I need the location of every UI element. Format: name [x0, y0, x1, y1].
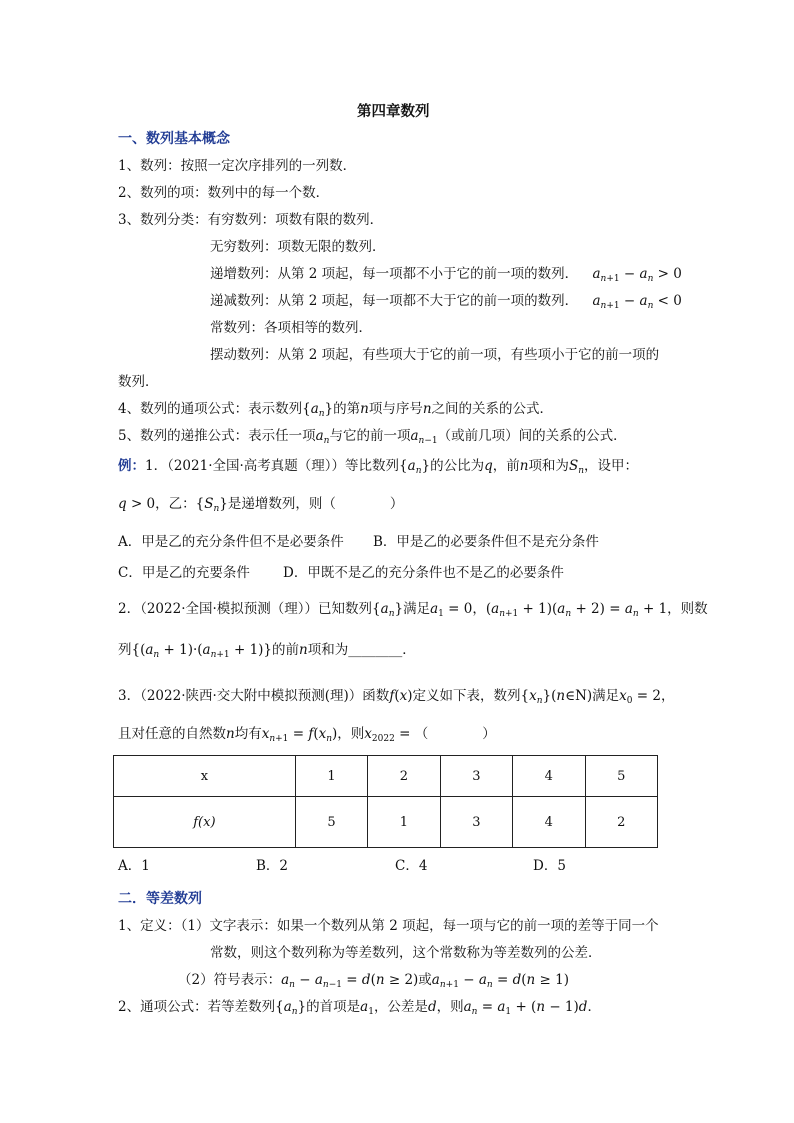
class-constant: 常数列：各项相等的数列． [210, 320, 372, 336]
table-row [114, 797, 658, 848]
definition-general-term: 4、数列的通项公式：表示数列$\{a_n\}$的第n项与序号n之间的关系的公式． [118, 401, 554, 419]
example-label: 例： [118, 458, 145, 474]
section-heading-arithmetic: 二．等差数列 [118, 891, 202, 907]
example-3-line2: 且对任意的自然数n均有$x_{n+1} = f(x_n)$，则$x_{2022}$ = （ ） [118, 726, 496, 744]
class-swing: 摆动数列：从第 2 项起，有些项大于它的前一项，有些项小于它的前一项的 [210, 347, 660, 363]
class-increasing-text: 递增数列：从第 2 项起，每一项都不小于它的前一项的数列． [210, 266, 579, 282]
function-table [113, 755, 658, 848]
arithmetic-symbolic: （2）符号表示：$a_n - a_{n-1} = d(n \ge 2)$或$a_{n+1} - a_n = d(n \ge 1)$ [178, 972, 569, 990]
class-swing-cont: 数列． [118, 374, 159, 390]
table-cell: 1 [295, 756, 367, 797]
table-cell: 5 [295, 797, 367, 848]
decreasing-formula: $a_{n+1} - a_n < 0$ [592, 293, 682, 311]
example-3-option-b: B．2 [256, 858, 289, 874]
arithmetic-definition: 1、定义：（1）文字表示：如果一个数列从第 2 项起，每一项与它的前一项的差等于同一个 [118, 918, 659, 934]
definition-term: 2、数列的项：数列中的每一个数． [118, 185, 330, 201]
example-1: 例：1．（2021·全国·高考真题（理））等比数列$\{a_n\}$的公比为q，前n项和为$S_n$，设甲： [118, 458, 638, 476]
table-cell: 1 [368, 797, 440, 848]
example-2: 2．（2022·全国·模拟预测（理））已知数列$\{a_n\}$满足$a_1 = 0$，$(a_{n+1} + 1)(a_n + 2) = a_n + 1$，则数 [118, 601, 708, 619]
class-increasing [210, 265, 682, 288]
table-cell: x [114, 756, 296, 797]
table-cell: 2 [368, 756, 440, 797]
example-1-option-a: A．甲是乙的充分条件但不是必要条件 [118, 534, 344, 550]
table-row [114, 756, 658, 797]
table-cell: 4 [513, 797, 585, 848]
table-cell: 3 [440, 756, 512, 797]
table-cell: 5 [585, 756, 658, 797]
definition-sequence: 1、数列：按照一定次序排列的一列数． [118, 158, 357, 174]
classification-label: 3、数列分类： [118, 212, 208, 228]
page-title: 第四章数列 [357, 103, 430, 120]
class-decreasing [210, 292, 682, 315]
class-finite: 有穷数列：项数有限的数列． [207, 212, 384, 228]
table-cell: 4 [513, 756, 585, 797]
example-2-line2: 列$\{(a_n + 1)\cdot(a_{n+1} + 1)\}$的前n项和为________． [118, 642, 416, 660]
class-decreasing-text: 递减数列：从第 2 项起，每一项都不大于它的前一项的数列． [210, 293, 579, 309]
example-1-option-c: C．甲是乙的充要条件 [118, 565, 250, 581]
example-3-option-d: D．5 [533, 858, 566, 874]
table-cell: 2 [585, 797, 658, 848]
definition-recursive: 5、数列的递推公式：表示任一项$a_n$与它的前一项$a_{n-1}$（或前几项）间的关系的公式． [118, 428, 627, 446]
table-cell: f(x) [114, 797, 296, 848]
arithmetic-definition-cont: 常数，则这个数列称为等差数列，这个常数称为等差数列的公差． [210, 945, 602, 961]
section-heading-basic-concepts: 一、数列基本概念 [118, 131, 230, 147]
example-1-option-d: D．甲既不是乙的充分条件也不是乙的必要条件 [283, 565, 564, 581]
arithmetic-general-term: 2、通项公式：若等差数列$\{a_n\}$的首项是$a_1$，公差是d，则$a_n = a_1 + (n - 1)d$． [118, 999, 601, 1017]
example-3-option-c: C．4 [395, 858, 428, 874]
definition-classification [118, 211, 383, 229]
example-1-line2: q > 0，乙：$\{S_n\}$是递增数列，则（ ） [118, 496, 404, 514]
example-3-option-a: A．1 [118, 858, 150, 874]
example-3: 3．（2022·陕西·交大附中模拟预测(理)）函数f(x)定义如下表，数列$\{x_n\}(n\in N)$满足$x_0 = 2$， [118, 688, 675, 706]
class-infinite: 无穷数列：项数无限的数列． [210, 239, 386, 255]
example-1-option-b: B．甲是乙的必要条件但不是充分条件 [373, 534, 599, 550]
increasing-formula: $a_{n+1} - a_n > 0$ [592, 266, 682, 284]
table-cell: 3 [440, 797, 512, 848]
